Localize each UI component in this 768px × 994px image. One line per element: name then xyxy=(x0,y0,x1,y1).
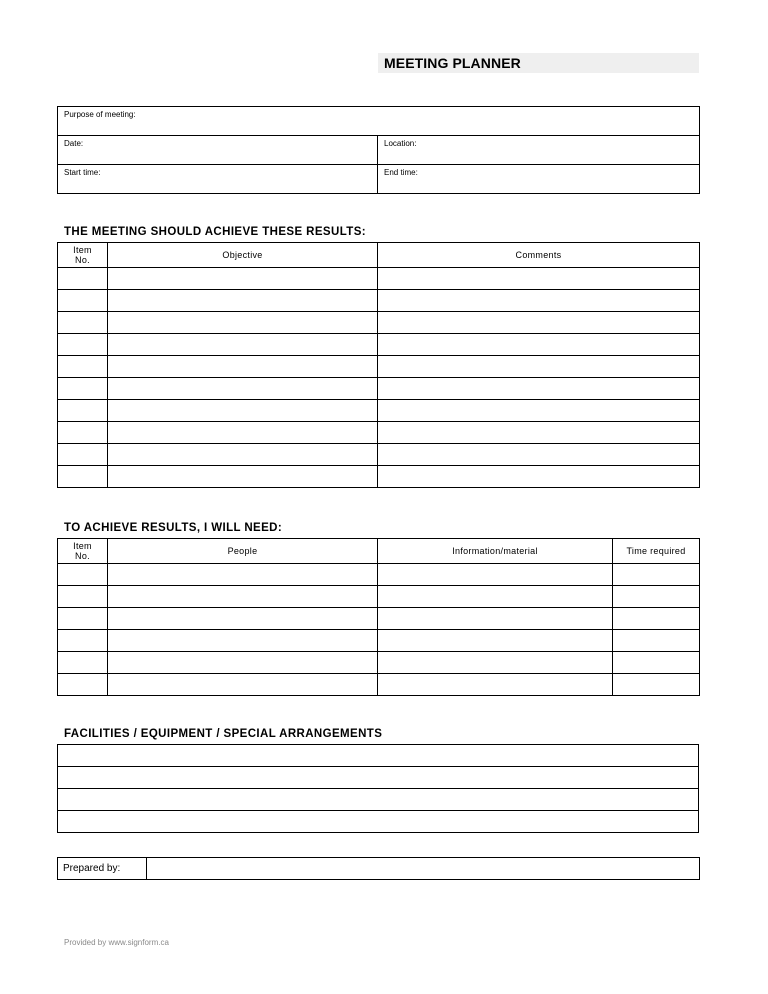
results-row xyxy=(58,444,700,466)
facilities-row-cell[interactable] xyxy=(58,789,699,811)
page-title: MEETING PLANNER xyxy=(378,53,699,73)
needs-col-information: Information/material xyxy=(378,539,613,564)
needs-row-cell[interactable] xyxy=(58,586,108,608)
results-row xyxy=(58,422,700,444)
needs-row-cell[interactable] xyxy=(378,674,613,696)
location-field[interactable] xyxy=(378,136,700,165)
end-time-field[interactable] xyxy=(378,165,700,194)
location-label: Location: xyxy=(384,139,417,148)
needs-row-cell[interactable] xyxy=(108,630,378,652)
needs-row-cell[interactable] xyxy=(613,630,700,652)
results-row-cell[interactable] xyxy=(58,400,108,422)
facilities-row xyxy=(58,745,699,767)
prepared-by-field[interactable] xyxy=(147,858,700,880)
results-row xyxy=(58,334,700,356)
results-row xyxy=(58,290,700,312)
results-row-cell[interactable] xyxy=(58,312,108,334)
results-row xyxy=(58,466,700,488)
needs-heading: TO ACHIEVE RESULTS, I WILL NEED: xyxy=(64,522,283,534)
results-row xyxy=(58,268,700,290)
needs-row-cell[interactable] xyxy=(613,652,700,674)
results-row xyxy=(58,400,700,422)
needs-row-cell[interactable] xyxy=(108,564,378,586)
results-col-comments: Comments xyxy=(378,243,700,268)
results-row-cell[interactable] xyxy=(378,268,700,290)
results-row-cell[interactable] xyxy=(58,466,108,488)
facilities-body xyxy=(58,745,699,833)
results-heading: THE MEETING SHOULD ACHIEVE THESE RESULTS: xyxy=(64,226,367,238)
results-row-cell[interactable] xyxy=(58,290,108,312)
needs-row-cell[interactable] xyxy=(613,586,700,608)
facilities-row xyxy=(58,767,699,789)
results-row-cell[interactable] xyxy=(378,378,700,400)
purpose-field[interactable] xyxy=(58,107,700,136)
needs-row-cell[interactable] xyxy=(108,608,378,630)
results-row-cell[interactable] xyxy=(58,356,108,378)
date-label: Date: xyxy=(64,139,84,148)
needs-row-cell[interactable] xyxy=(58,630,108,652)
needs-row-cell[interactable] xyxy=(378,608,613,630)
results-row-cell[interactable] xyxy=(378,312,700,334)
results-row-cell[interactable] xyxy=(58,268,108,290)
results-body xyxy=(58,268,700,488)
facilities-table xyxy=(57,744,699,833)
needs-row-cell[interactable] xyxy=(378,586,613,608)
results-row-cell[interactable] xyxy=(108,268,378,290)
needs-row xyxy=(58,630,700,652)
footer-credit: Provided by www.signform.ca xyxy=(64,938,169,947)
facilities-row xyxy=(58,811,699,833)
prepared-by-table xyxy=(57,857,700,880)
needs-row-cell[interactable] xyxy=(58,608,108,630)
results-row-cell[interactable] xyxy=(108,356,378,378)
results-row-cell[interactable] xyxy=(378,400,700,422)
end-time-label: End time: xyxy=(384,168,418,177)
start-time-field[interactable] xyxy=(58,165,378,194)
needs-row-cell[interactable] xyxy=(58,674,108,696)
needs-row-cell[interactable] xyxy=(613,564,700,586)
needs-row-cell[interactable] xyxy=(108,586,378,608)
needs-col-item-no: Item No. xyxy=(58,539,108,564)
facilities-heading: FACILITIES / EQUIPMENT / SPECIAL ARRANGEMENTS xyxy=(64,728,383,740)
results-row-cell[interactable] xyxy=(108,334,378,356)
needs-row-cell[interactable] xyxy=(613,674,700,696)
prepared-by-label: Prepared by: xyxy=(58,858,147,880)
needs-row-cell[interactable] xyxy=(378,564,613,586)
results-row-cell[interactable] xyxy=(108,400,378,422)
needs-row-cell[interactable] xyxy=(613,608,700,630)
meeting-info-table xyxy=(57,106,700,194)
results-row-cell[interactable] xyxy=(58,334,108,356)
results-row-cell[interactable] xyxy=(108,466,378,488)
needs-row xyxy=(58,564,700,586)
results-col-item-no: Item No. xyxy=(58,243,108,268)
needs-row-cell[interactable] xyxy=(58,652,108,674)
start-time-label: Start time: xyxy=(64,168,101,177)
results-col-objective: Objective xyxy=(108,243,378,268)
results-row-cell[interactable] xyxy=(108,422,378,444)
needs-row xyxy=(58,652,700,674)
results-row-cell[interactable] xyxy=(108,312,378,334)
results-row-cell[interactable] xyxy=(58,444,108,466)
facilities-row-cell[interactable] xyxy=(58,811,699,833)
results-row-cell[interactable] xyxy=(378,444,700,466)
results-row-cell[interactable] xyxy=(108,444,378,466)
results-row-cell[interactable] xyxy=(108,290,378,312)
results-row xyxy=(58,312,700,334)
needs-row-cell[interactable] xyxy=(58,564,108,586)
needs-col-time-required: Time required xyxy=(613,539,700,564)
results-row-cell[interactable] xyxy=(108,378,378,400)
needs-row-cell[interactable] xyxy=(378,630,613,652)
needs-row xyxy=(58,586,700,608)
results-row-cell[interactable] xyxy=(378,422,700,444)
needs-col-people: People xyxy=(108,539,378,564)
results-row xyxy=(58,356,700,378)
needs-table xyxy=(57,538,700,696)
date-field[interactable] xyxy=(58,136,378,165)
facilities-row xyxy=(58,789,699,811)
needs-row xyxy=(58,608,700,630)
needs-row-cell[interactable] xyxy=(378,652,613,674)
purpose-label: Purpose of meeting: xyxy=(64,110,136,119)
needs-row-cell[interactable] xyxy=(108,674,378,696)
results-row-cell[interactable] xyxy=(58,422,108,444)
facilities-row-cell[interactable] xyxy=(58,745,699,767)
results-row-cell[interactable] xyxy=(378,356,700,378)
needs-body xyxy=(58,564,700,696)
results-row-cell[interactable] xyxy=(378,334,700,356)
results-row-cell[interactable] xyxy=(378,466,700,488)
results-row-cell[interactable] xyxy=(58,378,108,400)
facilities-row-cell[interactable] xyxy=(58,767,699,789)
results-row xyxy=(58,378,700,400)
needs-row-cell[interactable] xyxy=(108,652,378,674)
results-row-cell[interactable] xyxy=(378,290,700,312)
needs-row xyxy=(58,674,700,696)
results-table xyxy=(57,242,700,488)
